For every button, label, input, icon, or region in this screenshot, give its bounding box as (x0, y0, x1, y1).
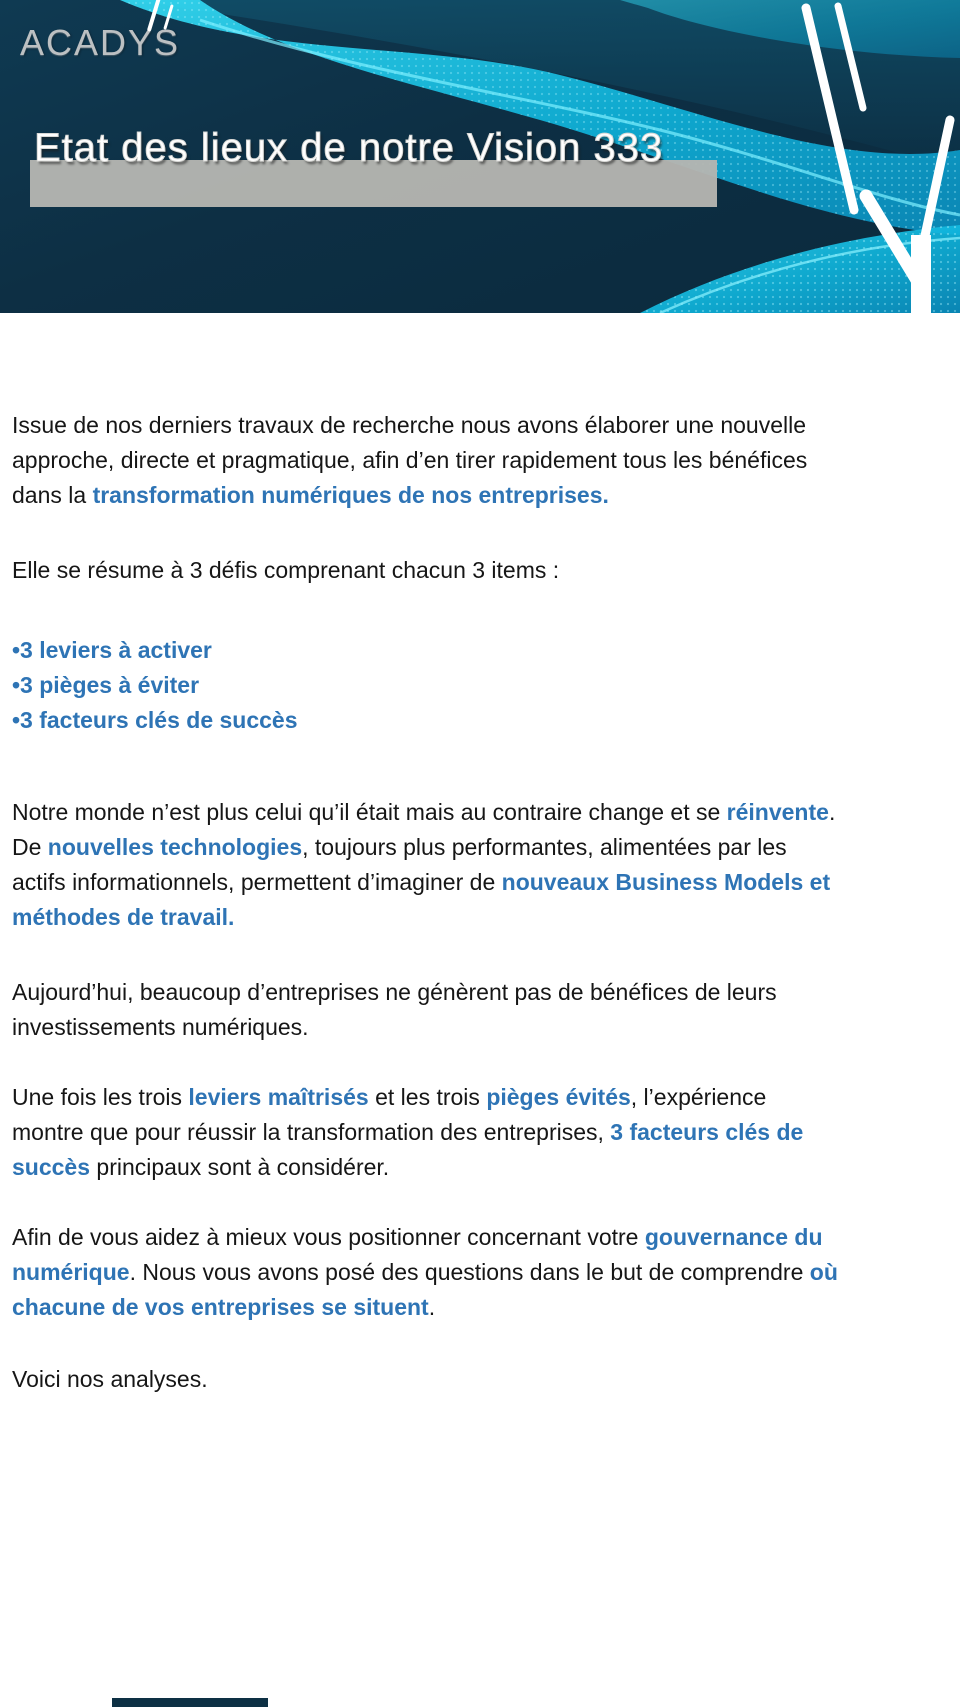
next-section-header-sliver (112, 1698, 268, 1707)
header-banner (0, 0, 960, 313)
paragraph-monde: Notre monde n’est plus celui qu’il était mais au contraire change et se réinvente. De nouvelles technologies, toujours plus performantes, alimentées par les actifs informationnels, permettent d’imaginer de nouveaux Business Models et méthodes de travail. (12, 799, 836, 930)
page-title: Etat des lieux de notre Vision 333 (34, 126, 664, 170)
paragraph-resume: Elle se résume à 3 défis comprenant chacun 3 items : (12, 557, 560, 583)
document-body (0, 313, 960, 1397)
bullet-pieges: •3 pièges à éviter (12, 672, 200, 698)
bullet-leviers: •3 leviers à activer (12, 637, 212, 663)
acadys-logo (20, 22, 180, 64)
paragraph-une-fois: Une fois les trois leviers maîtrisés et les trois pièges évités, l’expérience montre que pour réussir la transformation des entreprises, 3 facteurs clés de succès principaux sont à considérer. (12, 1084, 804, 1180)
paragraph-afin: Afin de vous aidez à mieux vous positionner concernant votre gouvernance du numérique. Nous vous avons posé des questions dans le but de comprendre où chacune de vos entreprises se situent. (12, 1224, 838, 1320)
acadys-logo-text: ACADYS (20, 22, 181, 63)
bullet-facteurs: •3 facteurs clés de succès (12, 707, 298, 733)
paragraph-aujourdhui: Aujourd’hui, beaucoup d’entreprises ne génèrent pas de bénéfices de leurs investissements numériques. (12, 979, 777, 1040)
paragraph-voici: Voici nos analyses. (12, 1366, 208, 1392)
paragraph-intro: Issue de nos derniers travaux de recherche nous avons élaborer une nouvelle approche, directe et pragmatique, afin d’en tirer rapidement tous les bénéfices dans la transformation numériques de nos entreprises. (12, 412, 808, 508)
